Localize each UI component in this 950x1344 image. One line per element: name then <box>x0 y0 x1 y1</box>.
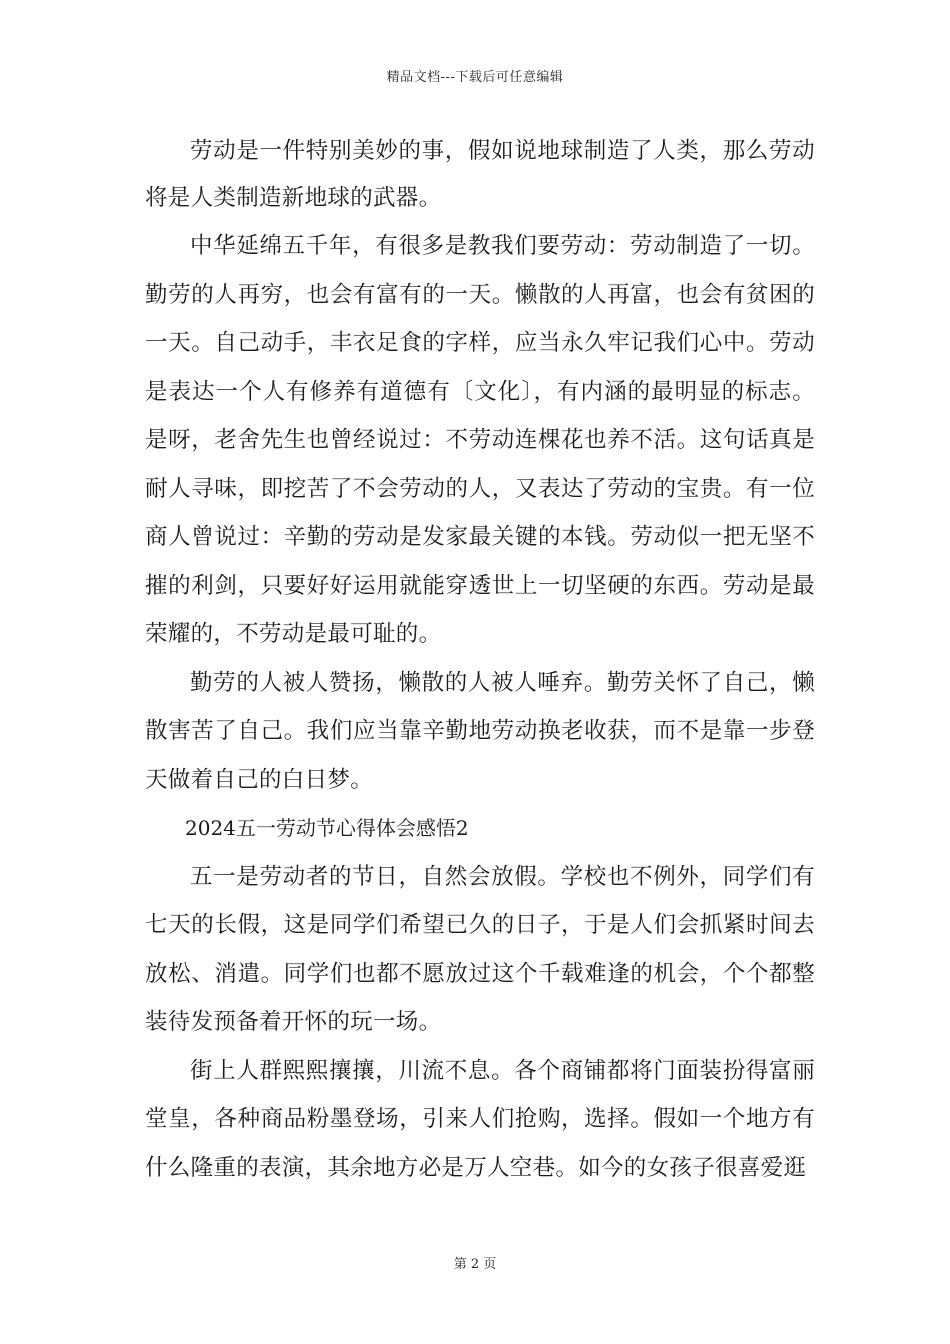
paragraph: 街上人群熙熙攘攘，川流不息。各个商铺都将门面装扮得富丽堂皇，各种商品粉墨登场，引来人们抢购，选择。假如一个地方有什么隆重的表演，其余地方必是万人空巷。如今的女孩子很喜爱逛 <box>145 1057 815 1181</box>
page-number: 第 2 页 <box>453 1257 497 1272</box>
page-header: 精品文档---下载后可任意编辑 <box>386 70 564 85</box>
paragraph: 中华延绵五千年，有很多是教我们要劳动：劳动制造了一切。勤劳的人再穷，也会有富有的一天。懒散的人再富，也会有贫困的一天。自己动手，丰衣足食的字样，应当永久牢记我们心中。劳动是表达一个人有修养有道德有〔文化〕，有内涵的最明显的标志。是呀，老舍先生也曾经说过：不劳动连棵花也养不活。这句话真是耐人寻味，即挖苦了不会劳动的人，又表达了劳动的宝贵。有一位商人曾说过：辛勤的劳动是发家最关键的本钱。劳动似一把无坚不摧的利剑，只要好好运用就能穿透世上一切坚硬的东西。劳动是最荣耀的，不劳动是最可耻的。 <box>145 233 815 647</box>
paragraph: 五一是劳动者的节日，自然会放假。学校也不例外，同学们有七天的长假，这是同学们希望已久的日子，于是人们会抓紧时间去放松、消遣。同学们也都不愿放过这个千载难逢的机会，个个都整装待发预备着开怀的玩一场。 <box>145 863 815 1035</box>
paragraph: 勤劳的人被人赞扬，懒散的人被人唾弃。勤劳关怀了自己，懒散害苦了自己。我们应当靠辛勤地劳动换老收获，而不是靠一步登天做着自己的白日梦。 <box>145 669 815 793</box>
section-heading: 2024五一劳动节心得体会感悟2 <box>185 816 469 840</box>
document-body <box>145 128 815 1192</box>
paragraph: 劳动是一件特别美妙的事，假如说地球制造了人类，那么劳动将是人类制造新地球的武器。 <box>145 138 815 211</box>
